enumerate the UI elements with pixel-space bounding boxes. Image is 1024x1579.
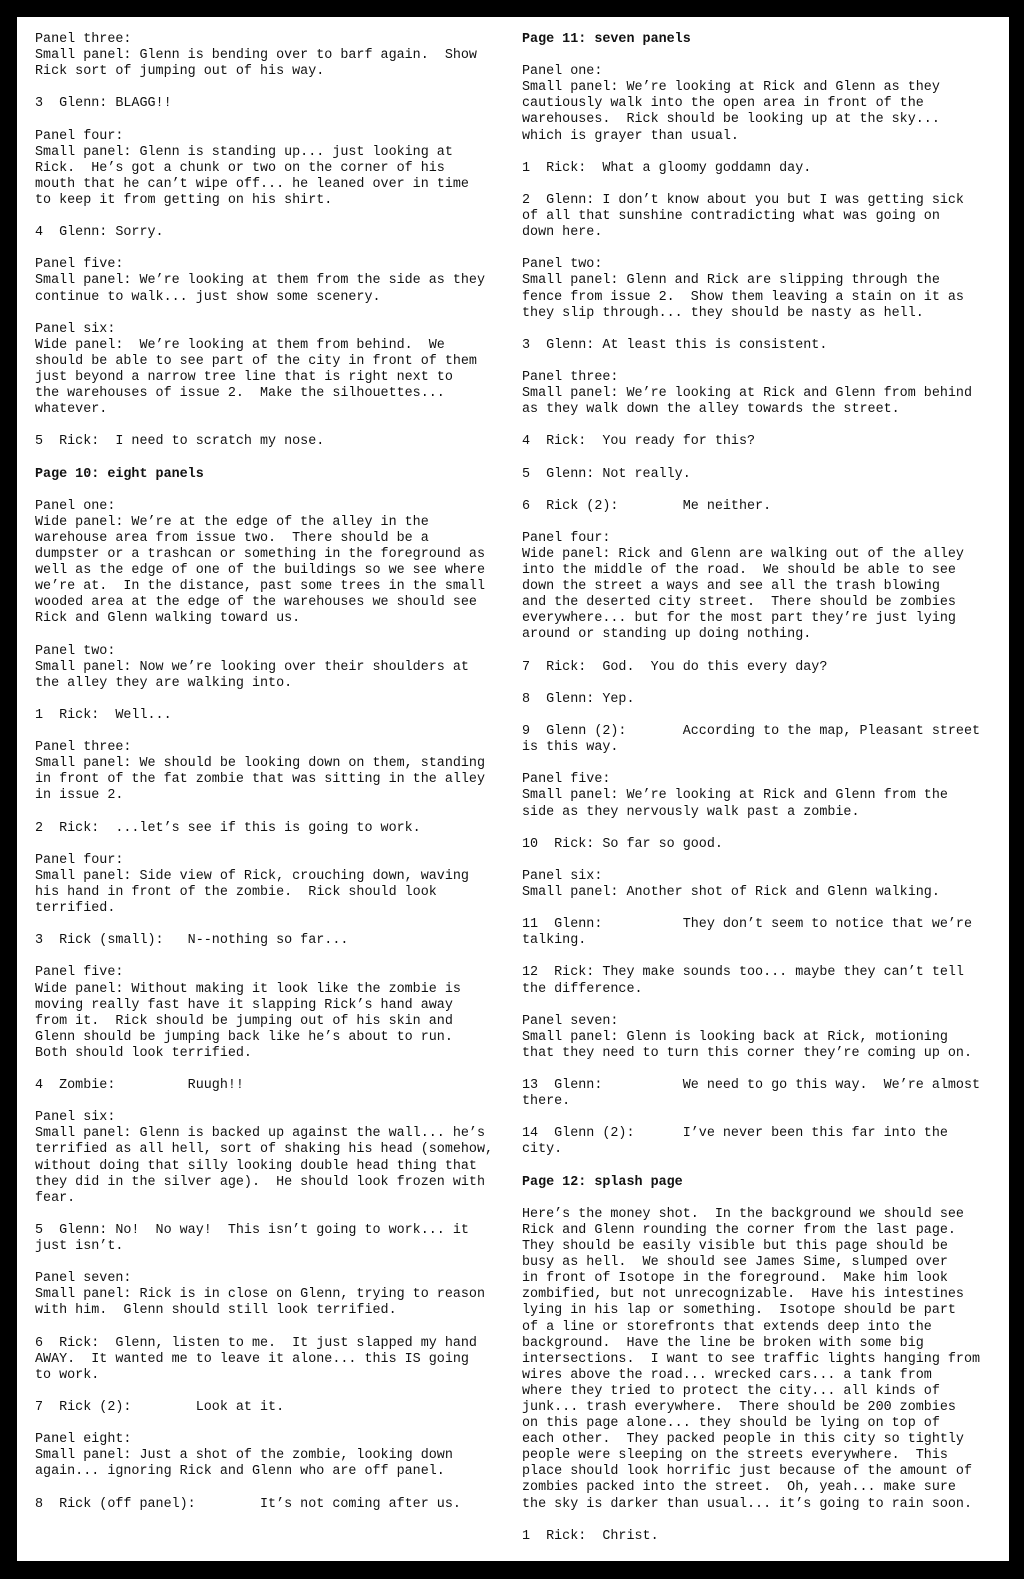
dialogue-line: 5 Glenn: No! No way! This isn’t going to work... it just isn’t.: [35, 1222, 469, 1255]
panel-description: Panel six: Small panel: Glenn is backed up against the wall... he’s terrified as all hell, sort of shaking his head (somehow, without doing that silly looking double head thing that they did in the silver age). He should look frozen with fear.: [35, 1110, 494, 1206]
panel-description: Panel two: Small panel: Glenn and Rick are slipping through the fence from issue 2. Show them leaving a stain on it as they slip through... they should be nasty as hell.: [522, 257, 964, 321]
panel-description: Panel five: Small panel: We’re looking at them from the side as they continue to walk... just show some scenery.: [35, 257, 485, 305]
panel-description: Panel one: Wide panel: We’re at the edge of the alley in the warehouse area from issue two. There should be a dumpster or a trashcan or something in the foreground as well as the edge of one of the buildings so we see where we’re at. In the distance, past some trees in the small wooded area at the edge of the warehouses we should see Rick and Glenn walking toward us.: [35, 498, 485, 627]
panel-description: Panel five: Small panel: We’re looking at Rick and Glenn from the side as they nervously walk past a zombie.: [522, 772, 948, 820]
dialogue-line: 5 Glenn: Not really.: [522, 466, 691, 482]
panel-description: Panel six: Wide panel: We’re looking at them from behind. We should be able to see part of the city in front of them just beyond a narrow tree line that is right next to the warehouses of issue 2. Make the silhouettes... whatever.: [35, 321, 477, 418]
page-heading: Page 10: eight panels: [35, 466, 204, 482]
dialogue-line: 8 Rick (off panel): It’s not coming after us.: [35, 1496, 461, 1512]
dialogue-line: 9 Glenn (2): According to the map, Pleasant street is this way.: [522, 724, 981, 756]
panel-description: Panel seven: Small panel: Glenn is looking back at Rick, motioning that they need to turn this corner they’re coming up on.: [522, 1013, 972, 1061]
panel-description: Here’s the money shot. In the background we should see Rick and Glenn rounding the corner from the last page. They should be easily visible but this page should be busy as hell. We should see James Sime, slumped over in front of Isotope in the foreground. Make him look zombified, but not unrecognizable. Have his intestines lying in his lap or something. Isotope should be part of a line or storefronts that extends deep into the background. Have the line be broken with some big intersections. I want to see traffic lights hanging from wires above the road... wrecked cars... a tank from where they tried to protect the city... all kinds of junk... trash everywhere. There should be 200 zombies on this page alone... they should be lying on top of each other. They packed people in this city so tightly people were sleeping on the streets everywhere. This place should look horrific just because of the amount of zombies packed into the street. Oh, yeah... make sure the sky is darker than usual... it’s going to rain soon.: [522, 1206, 981, 1512]
dialogue-line: 14 Glenn (2): I’ve never been this far into the city.: [522, 1126, 948, 1158]
dialogue-line: 6 Rick: Glenn, listen to me. It just slapped my hand AWAY. It wanted me to leave it alone... this IS going to work.: [35, 1335, 477, 1383]
left-column: [35, 32, 505, 1513]
dialogue-line: 11 Glenn: They don’t seem to notice that we’re talking.: [522, 917, 972, 949]
panel-description: Panel five: Wide panel: Without making it look like the zombie is moving really fast have it slapping Rick’s hand away from it. Rick should be jumping out of his skin and Glenn should be jumping back like he’s about to run. Both should look terrified.: [35, 965, 461, 1061]
dialogue-line: 10 Rick: So far so good.: [522, 836, 723, 852]
dialogue-line: 5 Rick: I need to scratch my nose.: [35, 434, 325, 450]
dialogue-line: 3 Rick (small): N--nothing so far...: [35, 933, 349, 949]
dialogue-line: 3 Glenn: At least this is consistent.: [522, 337, 828, 353]
panel-description: Panel three: Small panel: We’re looking at Rick and Glenn from behind as they walk down the alley towards the street.: [522, 369, 972, 418]
dialogue-line: 7 Rick (2): Look at it.: [35, 1399, 285, 1415]
dialogue-line: 4 Glenn: Sorry.: [35, 225, 164, 241]
right-column: [522, 32, 1000, 1545]
panel-description: Panel four: Small panel: Side view of Rick, crouching down, waving his hand in front of the zombie. Rick should look terrified.: [35, 852, 469, 917]
panel-description: Panel three: Small panel: Glenn is bending over to barf again. Show Rick sort of jumping out of his way.: [35, 32, 477, 80]
dialogue-line: 13 Glenn: We need to go this way. We’re almost there.: [522, 1078, 981, 1110]
dialogue-line: 6 Rick (2): Me neither.: [522, 498, 772, 514]
dialogue-line: 2 Glenn: I don’t know about you but I was getting sick of all that sunshine contradicting what was going on down here.: [522, 192, 964, 241]
dialogue-line: 2 Rick: ...let’s see if this is going to work.: [35, 820, 421, 836]
panel-description: Panel six: Small panel: Another shot of Rick and Glenn walking.: [522, 868, 940, 900]
panel-description: Panel two: Small panel: Now we’re looking over their shoulders at the alley they are walking into.: [35, 643, 469, 691]
dialogue-line: 12 Rick: They make sounds too... maybe they can’t tell the difference.: [522, 965, 964, 997]
dialogue-line: 3 Glenn: BLAGG!!: [35, 96, 172, 112]
panel-description: Panel three: Small panel: We should be looking down on them, standing in front of the fat zombie that was sitting in the alley in issue 2.: [35, 740, 485, 804]
page-heading: Page 11: seven panels: [522, 32, 691, 47]
dialogue-line: 7 Rick: God. You do this every day?: [522, 659, 828, 675]
dialogue-line: 1 Rick: What a gloomy goddamn day.: [522, 160, 812, 176]
dialogue-line: 1 Rick: Christ.: [522, 1528, 659, 1544]
dialogue-line: 4 Zombie: Ruugh!!: [35, 1078, 244, 1094]
panel-description: Panel eight: Small panel: Just a shot of the zombie, looking down again... ignoring Rick and Glenn who are off panel.: [35, 1432, 453, 1480]
dialogue-line: 4 Rick: You ready for this?: [522, 434, 756, 450]
page-heading: Page 12: splash page: [522, 1174, 683, 1190]
panel-description: Panel seven: Small panel: Rick is in close on Glenn, trying to reason with him. Glenn should still look terrified.: [35, 1271, 485, 1319]
panel-description: Panel four: Wide panel: Rick and Glenn are walking out of the alley into the middle of the road. We should be able to see down the street a ways and see all the trash blowing and the deserted city street. There should be zombies everywhere... but for the most part they’re just lying around or standing up doing nothing.: [522, 530, 964, 643]
panel-description: Panel one: Small panel: We’re looking at Rick and Glenn as they cautiously walk into the open area in front of the warehouses. Rick should be looking up at the sky... which is grayer than usual.: [522, 64, 940, 144]
dialogue-line: 8 Glenn: Yep.: [522, 691, 635, 707]
script-page: [17, 17, 1009, 1561]
panel-description: Panel four: Small panel: Glenn is standing up... just looking at Rick. He’s got a chunk or two on the corner of his mouth that he can’t wipe off... he leaned over in time to keep it from getting on his shirt.: [35, 128, 469, 208]
dialogue-line: 1 Rick: Well...: [35, 707, 172, 723]
